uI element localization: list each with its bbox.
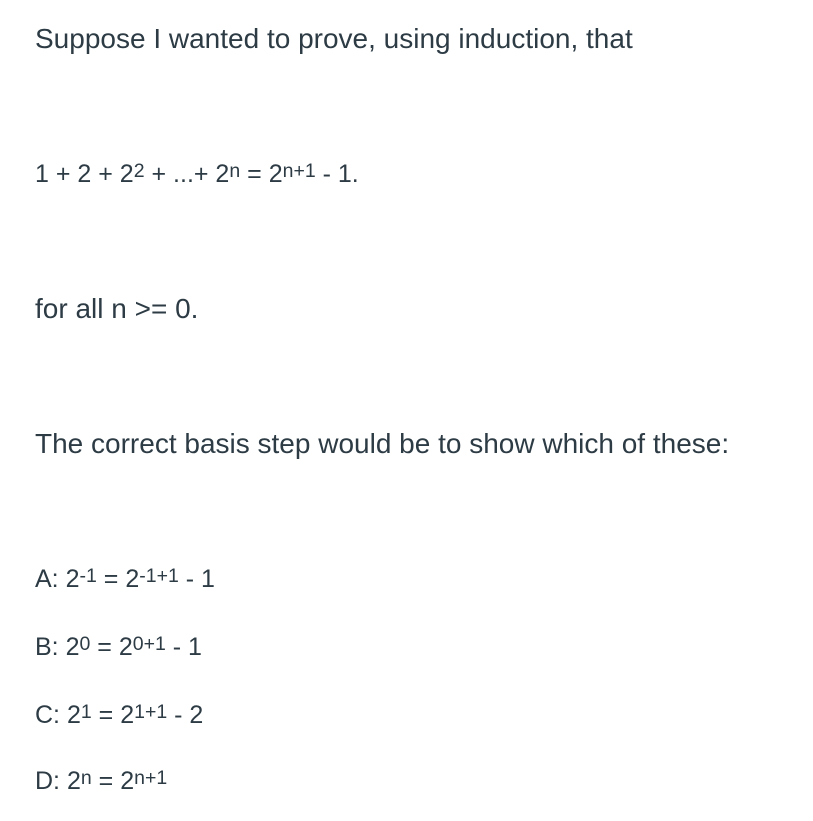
option-part: = 2	[96, 565, 140, 593]
option-exponent: 1	[80, 701, 92, 724]
option-part: = 2	[91, 767, 135, 795]
option-part: B: 2	[35, 633, 80, 661]
option-exponent: 0	[79, 633, 91, 656]
equation-part: 1 + 2 + 2	[35, 160, 134, 188]
option-a	[35, 562, 215, 596]
option-part: C: 2	[35, 701, 81, 729]
option-part: - 1	[165, 633, 202, 661]
option-c	[35, 698, 203, 732]
condition-text: for all n >= 0.	[35, 293, 199, 324]
option-exponent: n	[80, 767, 92, 790]
option-part: A: 2	[35, 565, 80, 593]
option-exponent: -1+1	[139, 565, 179, 588]
equation-exponent: n+1	[282, 160, 316, 183]
equation-part: + ...+ 2	[144, 160, 230, 188]
equation-exponent: n	[229, 160, 241, 183]
equation-part: = 2	[240, 160, 283, 188]
option-b	[35, 630, 202, 664]
option-part: - 2	[167, 701, 204, 729]
option-exponent: -1	[79, 565, 97, 588]
option-exponent: 1+1	[134, 701, 168, 724]
option-part: D: 2	[35, 767, 81, 795]
option-part: - 1	[178, 565, 215, 593]
option-exponent: n+1	[134, 767, 168, 790]
question-text: The correct basis step would be to show which of these:	[35, 428, 730, 459]
equation-part: - 1.	[315, 160, 359, 188]
equation-exponent: 2	[133, 160, 145, 183]
option-part: = 2	[90, 633, 133, 661]
option-d	[35, 764, 167, 798]
sum-equation	[35, 157, 359, 191]
option-exponent: 0+1	[132, 633, 166, 656]
intro-text: Suppose I wanted to prove, using induction, that	[35, 23, 633, 54]
option-part: = 2	[91, 701, 135, 729]
